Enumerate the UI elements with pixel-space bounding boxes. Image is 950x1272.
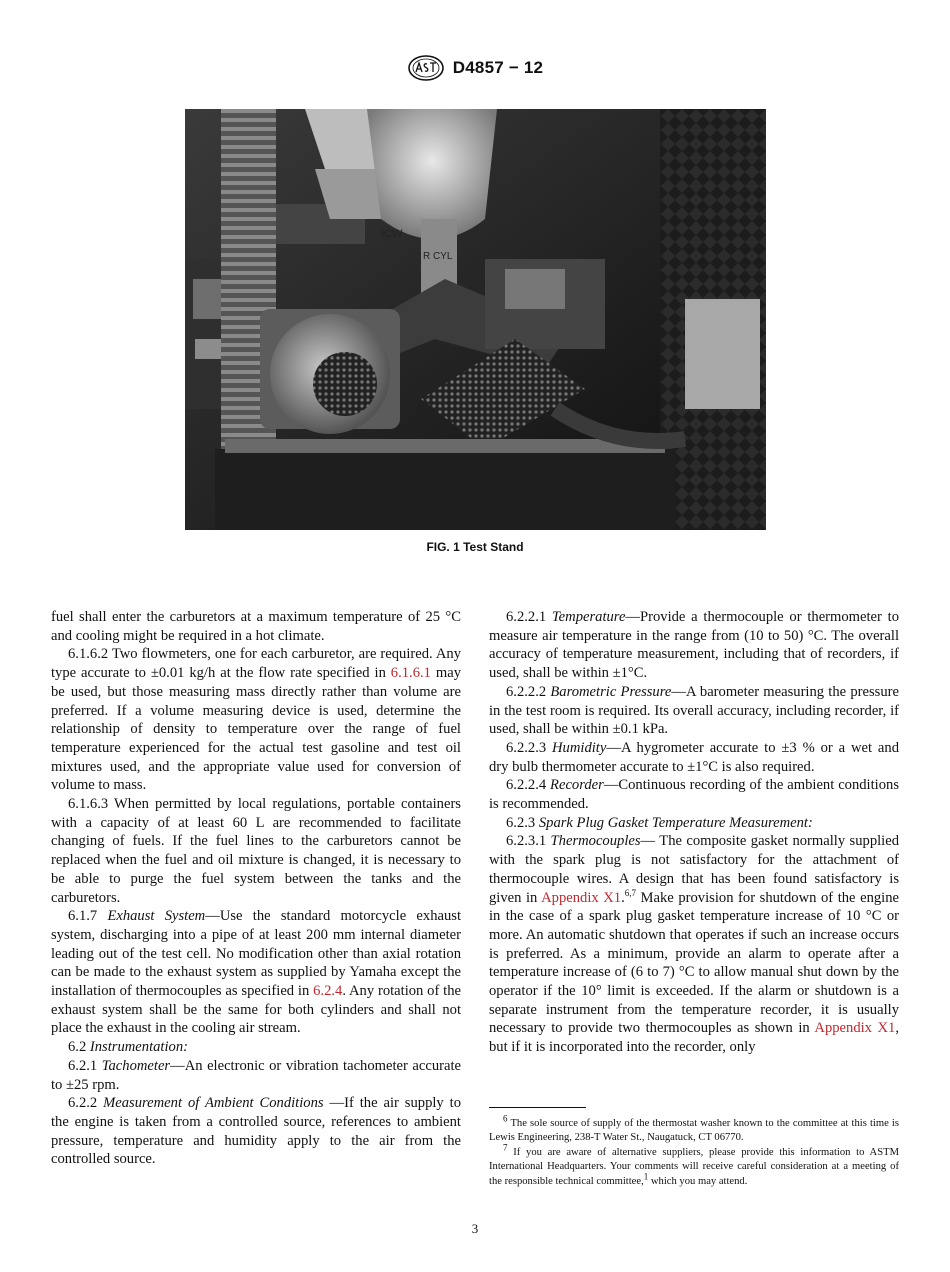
paragraph: 6.2.2 Measurement of Ambient Conditions —If the air supply to the engine is taken from a controlled source, references to ambient pressure, temperature and humidity apply to the air from the controlled source. bbox=[51, 1095, 461, 1168]
left-column bbox=[51, 608, 461, 1169]
paragraph: 6.2.2.4 Recorder—Continuous recording of the ambient conditions is recommended. bbox=[489, 777, 899, 813]
photo-tag-left: ICW bbox=[381, 228, 403, 240]
footnote: $^6$ The sole source of supply of the thermostat washer known to the committee at this time is Lewis Engineering, 238-T Water St., Naugatuck, CT 06770. bbox=[489, 1113, 899, 1144]
photo-tag-right: R CYL bbox=[423, 251, 453, 262]
figure-caption: FIG. 1 Test Stand bbox=[426, 540, 524, 554]
paragraph: 6.2.3.1 Thermocouples— The composite gasket normally supplied with the spark plug is not satisfactory for the attachment of thermocouple wires. A design that has been found satisfactory is given in Appendix X1.$^{6,7}$ Make provision for shutdown of the engine in the case of a spark plug gasket temperature increase of 10 °C or more. An automatic shutdown that operates if such an increase occurs is preferred. As a minimum, provide an alarm to operate after a temperature increase of (6 to 7) °C to allow manual shut down by the operator if the 10° limit is exceeded. If the alarm or shutdown is a separate instrument from the temperature recorder, it is usually necessary to provide two thermocouples as shown in Appendix X1, but if it is incorporated into the recorder, only bbox=[489, 833, 900, 1056]
paragraph: 6.1.7 Exhaust System—Use the standard motorcycle exhaust system, discharging into a pipe of at least 200 mm internal diameter leading out of the test cell. No modification other than axial rotation can be made to the exhaust system as supplied by Yamaha except the installation of thermocouples as specified in 6.2.4. Any rotation of the exhaust system shall be the same for both cylinders and shall not place the exhaust in the cooling air stream. bbox=[51, 908, 462, 1037]
page-header bbox=[0, 54, 950, 87]
page-number: 3 bbox=[471, 1221, 479, 1236]
paragraph: 6.2.1 Tachometer—An electronic or vibration tachometer accurate to ±25 rpm. bbox=[51, 1057, 462, 1093]
paragraph: 6.2.2.3 Humidity—A hygrometer accurate to ±3 % or a wet and dry bulb thermometer accurate to ±1°C is also required. bbox=[489, 739, 900, 775]
footnotes bbox=[489, 1113, 899, 1189]
paragraph: 6.2.2.1 Temperature—Provide a thermocouple or thermometer to measure air temperature in the range from (10 to 50) °C. The overall accuracy of temperature measurement, including that of recorders, if used, shall be within ±1°C. bbox=[489, 609, 900, 682]
appendix-link[interactable]: Appendix X1 bbox=[541, 889, 622, 906]
appendix-link[interactable]: Appendix X1 bbox=[814, 1020, 896, 1037]
standard-designation: D4857 − 12 bbox=[452, 58, 544, 77]
footnote: $^7$ If you are aware of alternative suppliers, please provide this information to ASTM International Headquarters. Your comments will receive careful consideration at a meeting of the responsible technical committee,$^1$ which you may attend. bbox=[489, 1142, 899, 1187]
section-heading: 6.2.3 Spark Plug Gasket Temperature Measurement: bbox=[506, 814, 813, 831]
section-link[interactable]: 6.2.4 bbox=[313, 983, 343, 1000]
section-link[interactable]: 6.1.6.1 bbox=[390, 665, 431, 682]
right-column bbox=[489, 608, 899, 1057]
footnote-ref: 6,7 bbox=[624, 887, 636, 898]
paragraph: 6.1.6.2 Two flowmeters, one for each carburetor, are required. Any type accurate to ±0.01 kg/h at the flow rate specified in 6.1.6.1 may be used, but those measuring mass directly rather than volume are preferred. If a volume measuring device is used, determine the relationship of density to temperature over the range of fuel temperature experienced for the actual test gasoline and test oil mixtures used, and the appropriate value used for conversion of volume to mass. bbox=[51, 646, 461, 794]
section-heading: 6.2 Instrumentation: bbox=[68, 1039, 188, 1056]
paragraph: fuel shall enter the carburetors at a maximum temperature of 25 °C and cooling might be required in a hot climate. bbox=[51, 609, 461, 644]
paragraph: 6.1.6.3 When permitted by local regulations, portable containers with a capacity of at least 60 L are recommended to facilitate changing of fuels. If the fuel lines to the carburetors cannot be replaced when the fuel and oil mixture is changed, it is necessary to be able to purge the fuel system between the tanks and the carburetors. bbox=[51, 796, 461, 906]
test-stand-photo bbox=[185, 109, 766, 530]
astm-logo-icon bbox=[407, 54, 445, 82]
footnote-divider bbox=[489, 1107, 586, 1108]
paragraph: 6.2.2.2 Barometric Pressure—A barometer measuring the pressure in the test room is required. Its overall accuracy, including recorder, if used, shall be within ±0.1 kPa. bbox=[489, 683, 899, 738]
